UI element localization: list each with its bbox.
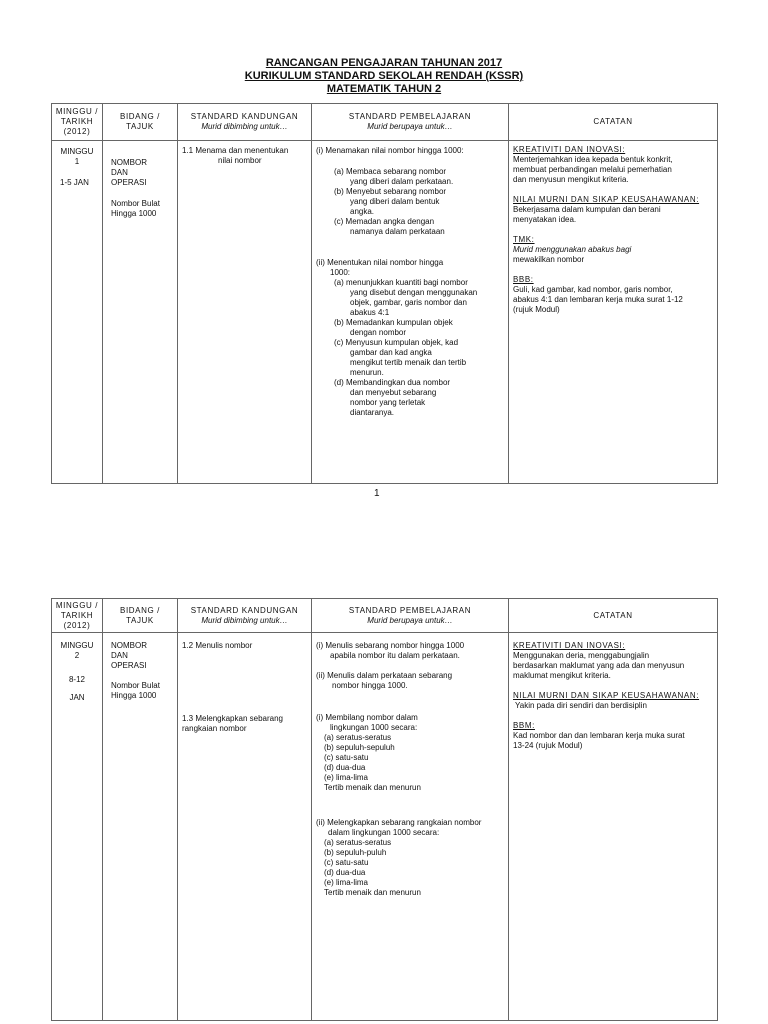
bidang-cell: NOMBOR DAN OPERASI Nombor Bulat Hingga 1000 xyxy=(103,141,178,484)
doc-title-line3: MATEMATIK TAHUN 2 xyxy=(326,83,442,95)
standard-kandungan-cell: 1.1 Menama dan menentukan nilai nombor xyxy=(178,141,312,484)
table-row xyxy=(52,633,718,1021)
standard-pembelajaran-cell: (i) Menulis sebarang nombor hingga 1000 apabila nombor itu dalam perkataan. (ii) Menulis dalam perkataan sebarang nombor hingga 1000. (i) Membilang nombor dalam lingkungan 1000 secara: (a) seratus-seratus (b) sepuluh-sepuluh (c) satu-satu (d) dua-dua (e) lima-lima Tertib menaik dan menurun (ii) Melengkapkan sebarang rangkaian nombor dalam lingkungan 1000 secara: (a) seratus-seratus (b) sepuluh-puluh (c) satu-satu (d) dua-dua (e) lima-lima Tertib menaik dan menurun xyxy=(312,633,509,1021)
page-number: 1 xyxy=(374,488,380,499)
bidang-cell: NOMBOR DAN OPERASI Nombor Bulat Hingga 1000 xyxy=(103,633,178,1021)
col-header-bidang: BIDANG / TAJUK xyxy=(103,104,178,141)
col-header-sk: STANDARD KANDUNGAN Murid dibimbing untuk… xyxy=(178,104,312,141)
col-header-sp: STANDARD PEMBELAJARAN Murid berupaya untuk… xyxy=(312,104,509,141)
doc-title-line2: KURIKULUM STANDARD SEKOLAH RENDAH (KSSR) xyxy=(244,70,524,82)
doc-title-line1: RANCANGAN PENGAJARAN TAHUNAN 2017 xyxy=(265,57,503,69)
plan-table-week1 xyxy=(51,103,718,484)
plan-table-week2 xyxy=(51,598,718,1021)
col-header-sp: STANDARD PEMBELAJARAN Murid berupaya untuk… xyxy=(312,599,509,633)
col-header-catatan: CATATAN xyxy=(509,104,718,141)
table-header-row xyxy=(52,104,718,141)
col-header-minggu: MINGGU / TARIKH (2012) xyxy=(52,104,103,141)
table-row xyxy=(52,141,718,484)
catatan-cell: KREATIVITI DAN INOVASI: Menterjemahkan idea kepada bentuk konkrit, membuat perbandingan melalui pemerhatian dan menyusun mengikut kriteria. NILAI MURNI DAN SIKAP KEUSAHAWANAN: Bekerjasama dalam kumpulan dan berani menyatakan idea. TMK: Murid menggunakan abakus bagi mewakilkan nombor BBB: Guli, kad gambar, kad nombor, garis nombor, abakus 4:1 dan lembaran kerja muka surat 1-12 (rujuk Modul) xyxy=(509,141,718,484)
sk-item: 1.3 Melengkapkan sebarang rangkaian nombor xyxy=(182,714,283,733)
catatan-cell: KREATIVITI DAN INOVASI: Menggunakan deria, menggabungjalin berdasarkan maklumat yang ada dan menyusun maklumat mengikut kriteria. NILAI MURNI DAN SIKAP KEUSAHAWANAN: Yakin pada diri sendiri dan berdisiplin BBM: Kad nombor dan dan lembaran kerja muka surat 13-24 (rujuk Modul) xyxy=(509,633,718,1021)
col-header-minggu: MINGGU / TARIKH (2012) xyxy=(52,599,103,633)
sk-item: 1.2 Menulis nombor xyxy=(182,641,253,650)
sk-item: 1.1 Menama dan menentukan xyxy=(182,146,289,155)
minggu-cell: MINGGU 1 1-5 JAN xyxy=(52,141,103,484)
table-header-row xyxy=(52,599,718,633)
standard-kandungan-cell xyxy=(178,633,312,1021)
col-header-bidang: BIDANG / TAJUK xyxy=(103,599,178,633)
col-header-catatan: CATATAN xyxy=(509,599,718,633)
standard-pembelajaran-cell: (i) Menamakan nilai nombor hingga 1000: (a) Membaca sebarang nombor yang diberi dalam perkataan. (b) Menyebut sebarang nombor yang diberi dalam bentuk angka. (c) Memadan angka dengan namanya dalam perkataan (ii) Menentukan nilai nombor hingga 1000: (a) menunjukkan kuantiti bagi nombor yang disebut dengan menggunakan objek, gambar, garis nombor dan abakus 4:1 (b) Memadankan kumpulan objek dengan nombor (c) Menyusun kumpulan objek, kad gambar dan kad angka mengikut tertib menaik dan tertib menurun. (d) Membandingkan dua nombor dan menyebut sebarang nombor yang terletak diantaranya. xyxy=(312,141,509,484)
col-header-sk: STANDARD KANDUNGAN Murid dibimbing untuk… xyxy=(178,599,312,633)
minggu-cell: MINGGU 2 8-12 JAN xyxy=(52,633,103,1021)
